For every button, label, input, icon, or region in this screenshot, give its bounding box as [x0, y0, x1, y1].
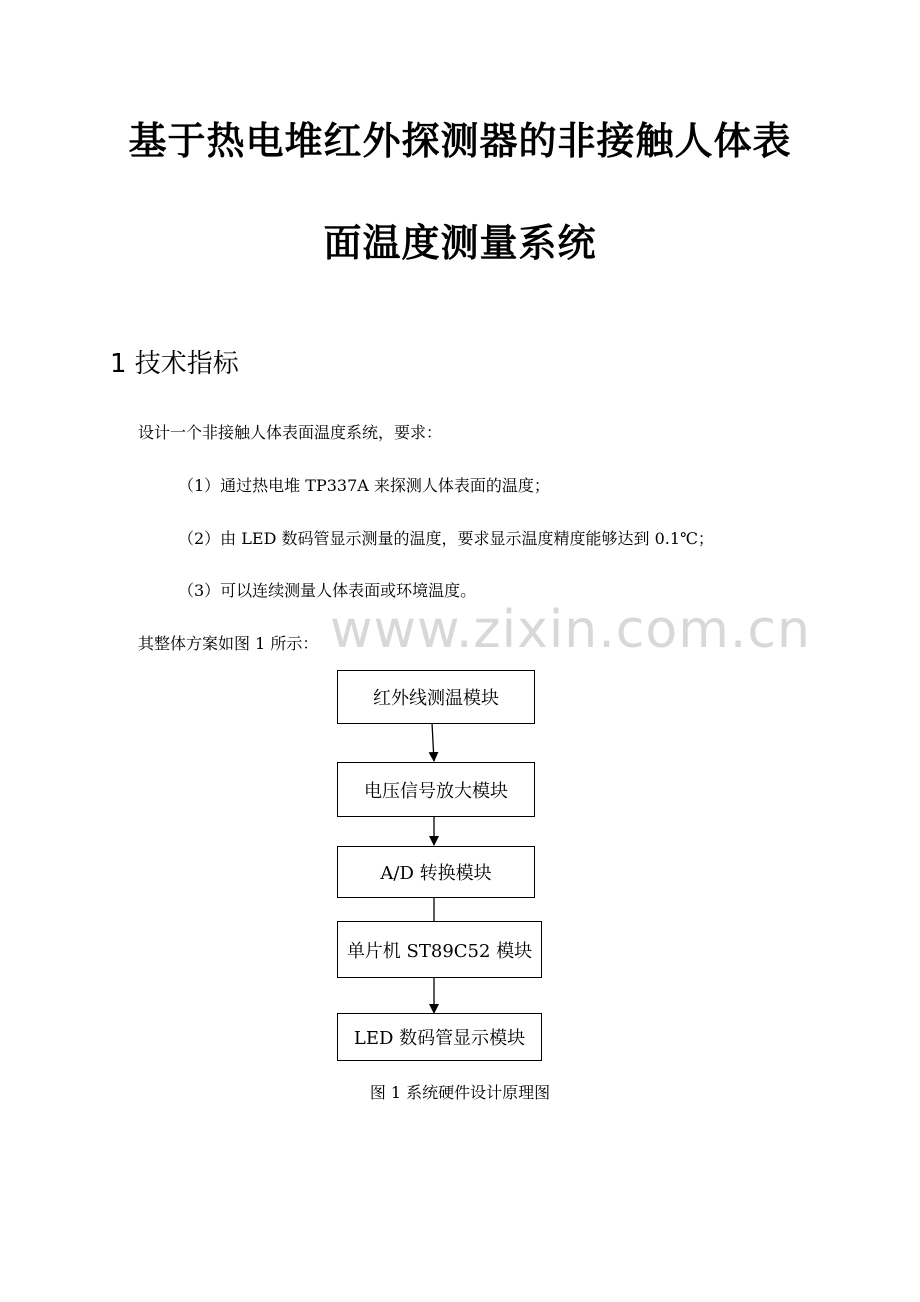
requirement-item-2: （2）由 LED 数码管显示测量的温度，要求显示温度精度能够达到 0.1℃；: [178, 529, 714, 548]
flow-block-infrared-sensor: 红外线测温模块: [337, 670, 535, 724]
flow-block-amplifier: 电压信号放大模块: [337, 762, 535, 817]
flow-block-led-display: LED 数码管显示模块: [337, 1013, 542, 1061]
figure-caption: 图 1 系统硬件设计原理图: [369, 1083, 551, 1102]
requirement-item-1: （1）通过热电堆 TP337A 来探测人体表面的温度；: [178, 476, 550, 495]
flow-block-mcu: 单片机 ST89C52 模块: [337, 921, 542, 978]
document-title-line-2: 面温度测量系统: [323, 221, 597, 265]
scheme-intro: 其整体方案如图 1 所示：: [138, 634, 319, 653]
flow-block-adc: A/D 转换模块: [337, 846, 535, 898]
section-heading: 1 技术指标: [110, 349, 239, 379]
watermark: www.zixin.com.cn: [330, 600, 811, 660]
intro-paragraph: 设计一个非接触人体表面温度系统，要求：: [138, 423, 443, 442]
requirement-item-3: （3）可以连续测量人体表面或环境温度。: [178, 581, 477, 600]
arrow-1: [432, 723, 434, 761]
document-title-line-1: 基于热电堆红外探测器的非接触人体表: [128, 119, 792, 163]
